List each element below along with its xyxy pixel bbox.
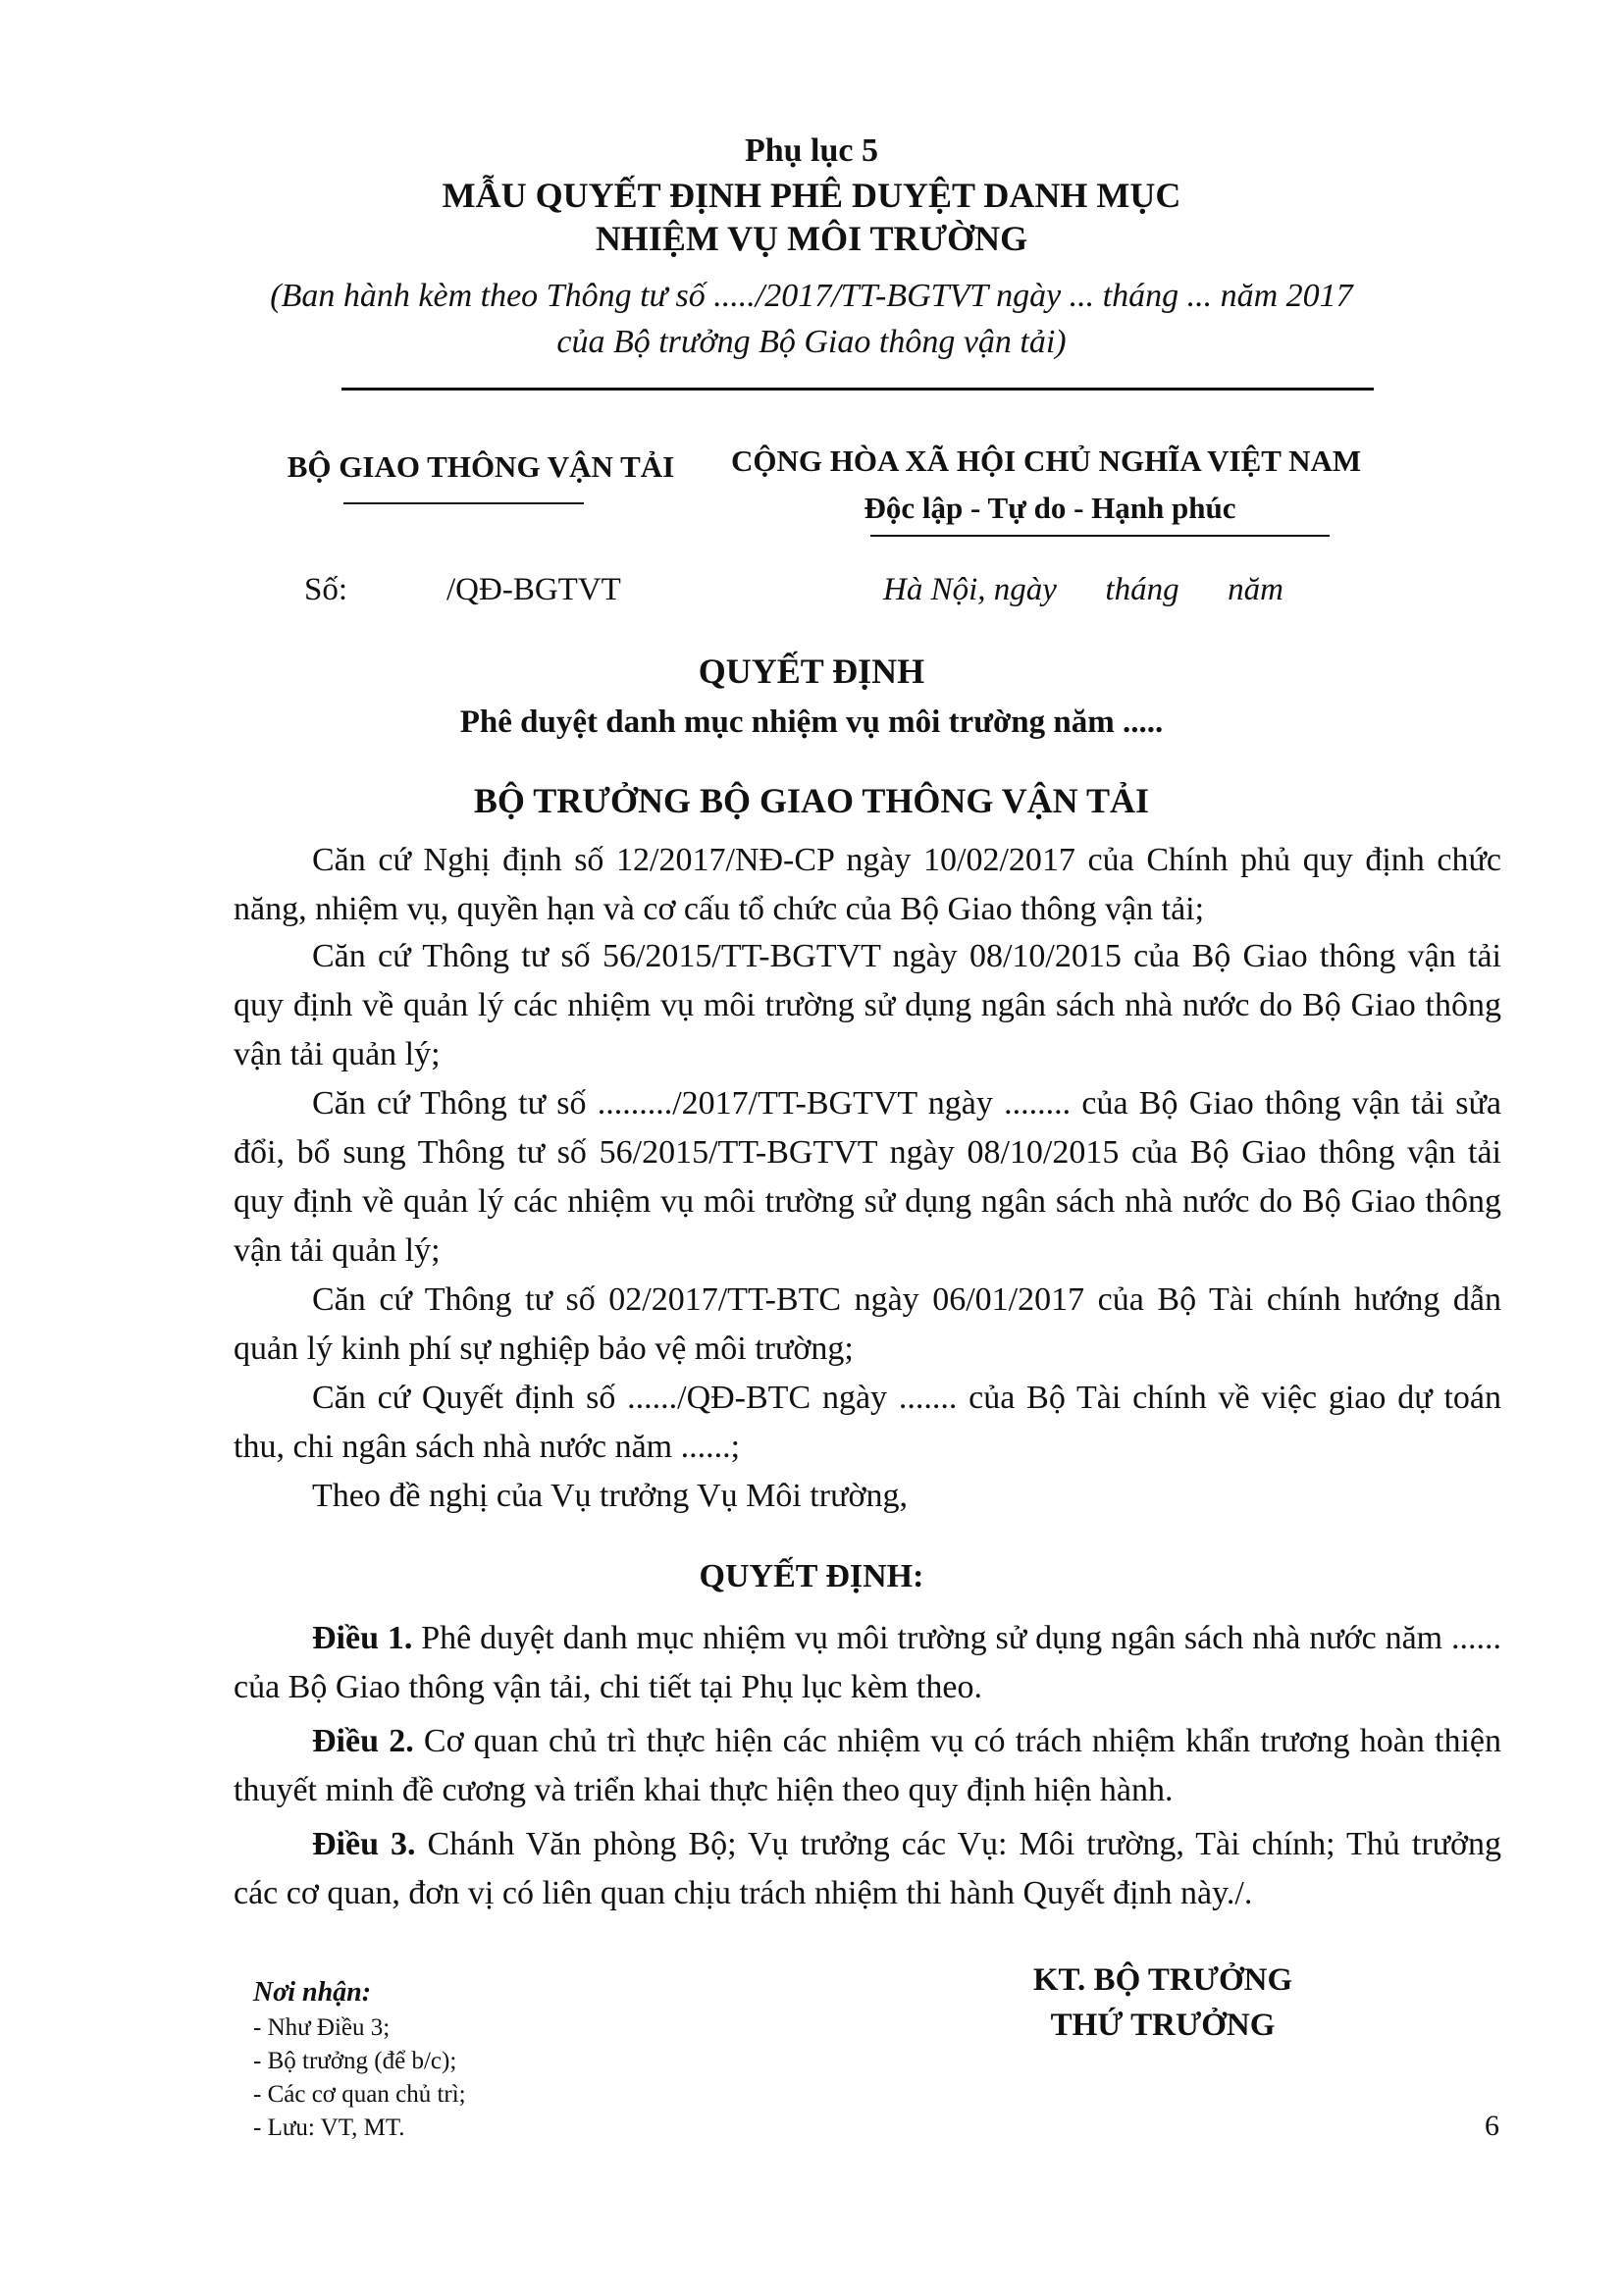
issued-note-line1: (Ban hành kèm theo Thông tư số ...../2017/TT-BGTVT ngày ... tháng ... năm 2017 [270, 278, 1353, 314]
recipient-item: - Các cơ quan chủ trì; [253, 2081, 466, 2108]
legal-basis-paragraph: Căn cứ Thông tư số 56/2015/TT-BGTVT ngày 08/10/2015 của Bộ Giao thông vận tải quy định về quản lý các nhiệm vụ môi trường sử dụng ngân sách nhà nước do Bộ Giao thông vận tải quản lý; [234, 938, 1501, 1072]
appendix-title-line1: MẪU QUYẾT ĐỊNH PHÊ DUYỆT DANH MỤC [442, 176, 1181, 215]
article-2 [234, 1717, 1501, 1815]
national-motto: Độc lập - Tự do - Hạnh phúc [864, 491, 1236, 525]
recipient-item: - Lưu: VT, MT. [253, 2114, 405, 2141]
document-number-label: Số: [304, 572, 348, 607]
country-name: CỘNG HÒA XÃ HỘI CHỦ NGHĨA VIỆT NAM [731, 444, 1362, 478]
decides-heading: QUYẾT ĐỊNH: [699, 1558, 924, 1594]
issued-note-line2: của Bộ trưởng Bộ Giao thông vận tải) [556, 324, 1067, 360]
article-label: Điều 2. [312, 1723, 414, 1759]
signature-line2: THỨ TRƯỞNG [1050, 2008, 1276, 2043]
legal-basis-paragraph: Căn cứ Nghị định số 12/2017/NĐ-CP ngày 10/02/2017 của Chính phủ quy định chức năng, nhiệm vụ, quyền hạn và cơ cấu tổ chức của Bộ Giao thông vận tải; [234, 842, 1501, 927]
page-number: 6 [1485, 2110, 1499, 2142]
decision-subtitle: Phê duyệt danh mục nhiệm vụ môi trường năm ..... [459, 704, 1164, 740]
legal-basis-paragraph: Căn cứ Thông tư số ........./2017/TT-BGTVT ngày ........ của Bộ Giao thông vận tải sửa đổi, bổ sung Thông tư số 56/2015/TT-BGTVT ngày 08/10/2015 của Bộ Giao thông vận tải quy định về quản lý các nhiệm vụ môi trường sử dụng ngân sách nhà nước do Bộ Giao thông vận tải quản lý; [234, 1085, 1501, 1269]
issuing-authority: BỘ TRƯỞNG BỘ GIAO THÔNG VẬN TẢI [473, 781, 1150, 820]
legal-basis-paragraph: Căn cứ Quyết định số ....../QĐ-BTC ngày ....... của Bộ Tài chính về việc giao dự toán thu, chi ngân sách nhà nước năm ......; [234, 1380, 1501, 1465]
motto-underline [870, 535, 1330, 537]
ministry-underline [343, 502, 584, 504]
article-1 [234, 1614, 1501, 1712]
decision-title: QUYẾT ĐỊNH [698, 652, 925, 691]
document-number-suffix: /QĐ-BGTVT [446, 572, 621, 607]
article-3 [234, 1820, 1501, 1918]
appendix-label: Phụ lục 5 [744, 132, 879, 169]
recipient-item: - Như Điều 3; [253, 2014, 391, 2041]
place-date: Hà Nội, ngày tháng năm [883, 572, 1283, 607]
article-label: Điều 1. [312, 1620, 413, 1656]
header-divider [341, 388, 1374, 391]
recipient-item: - Bộ trưởng (để b/c); [253, 2048, 457, 2074]
recipients-title: Nơi nhận: [253, 1977, 372, 2008]
legal-basis-paragraph: Căn cứ Thông tư số 02/2017/TT-BTC ngày 06/01/2017 của Bộ Tài chính hướng dẫn quản lý kinh phí sự nghiệp bảo vệ môi trường; [234, 1281, 1501, 1367]
appendix-title-line2: NHIỆM VỤ MÔI TRƯỜNG [595, 219, 1028, 258]
article-label: Điều 3. [312, 1826, 416, 1862]
ministry-name: BỘ GIAO THÔNG VẬN TẢI [287, 449, 675, 484]
article-text: Phê duyệt danh mục nhiệm vụ môi trường sử dụng ngân sách nhà nước năm ...... của Bộ Giao thông vận tải, chi tiết tại Phụ lục kèm theo. [234, 1620, 1501, 1705]
article-text: Cơ quan chủ trì thực hiện các nhiệm vụ có trách nhiệm khẩn trương hoàn thiện thuyết minh đề cương và triển khai thực hiện theo quy định hiện hành. [234, 1723, 1501, 1808]
signature-line1: KT. BỘ TRƯỞNG [1032, 1962, 1293, 1998]
proposal-paragraph: Theo đề nghị của Vụ trưởng Vụ Môi trường, [312, 1478, 908, 1514]
article-text: Chánh Văn phòng Bộ; Vụ trưởng các Vụ: Môi trường, Tài chính; Thủ trưởng các cơ quan, đơn vị có liên quan chịu trách nhiệm thi hành Quyết định này./. [234, 1826, 1501, 1911]
